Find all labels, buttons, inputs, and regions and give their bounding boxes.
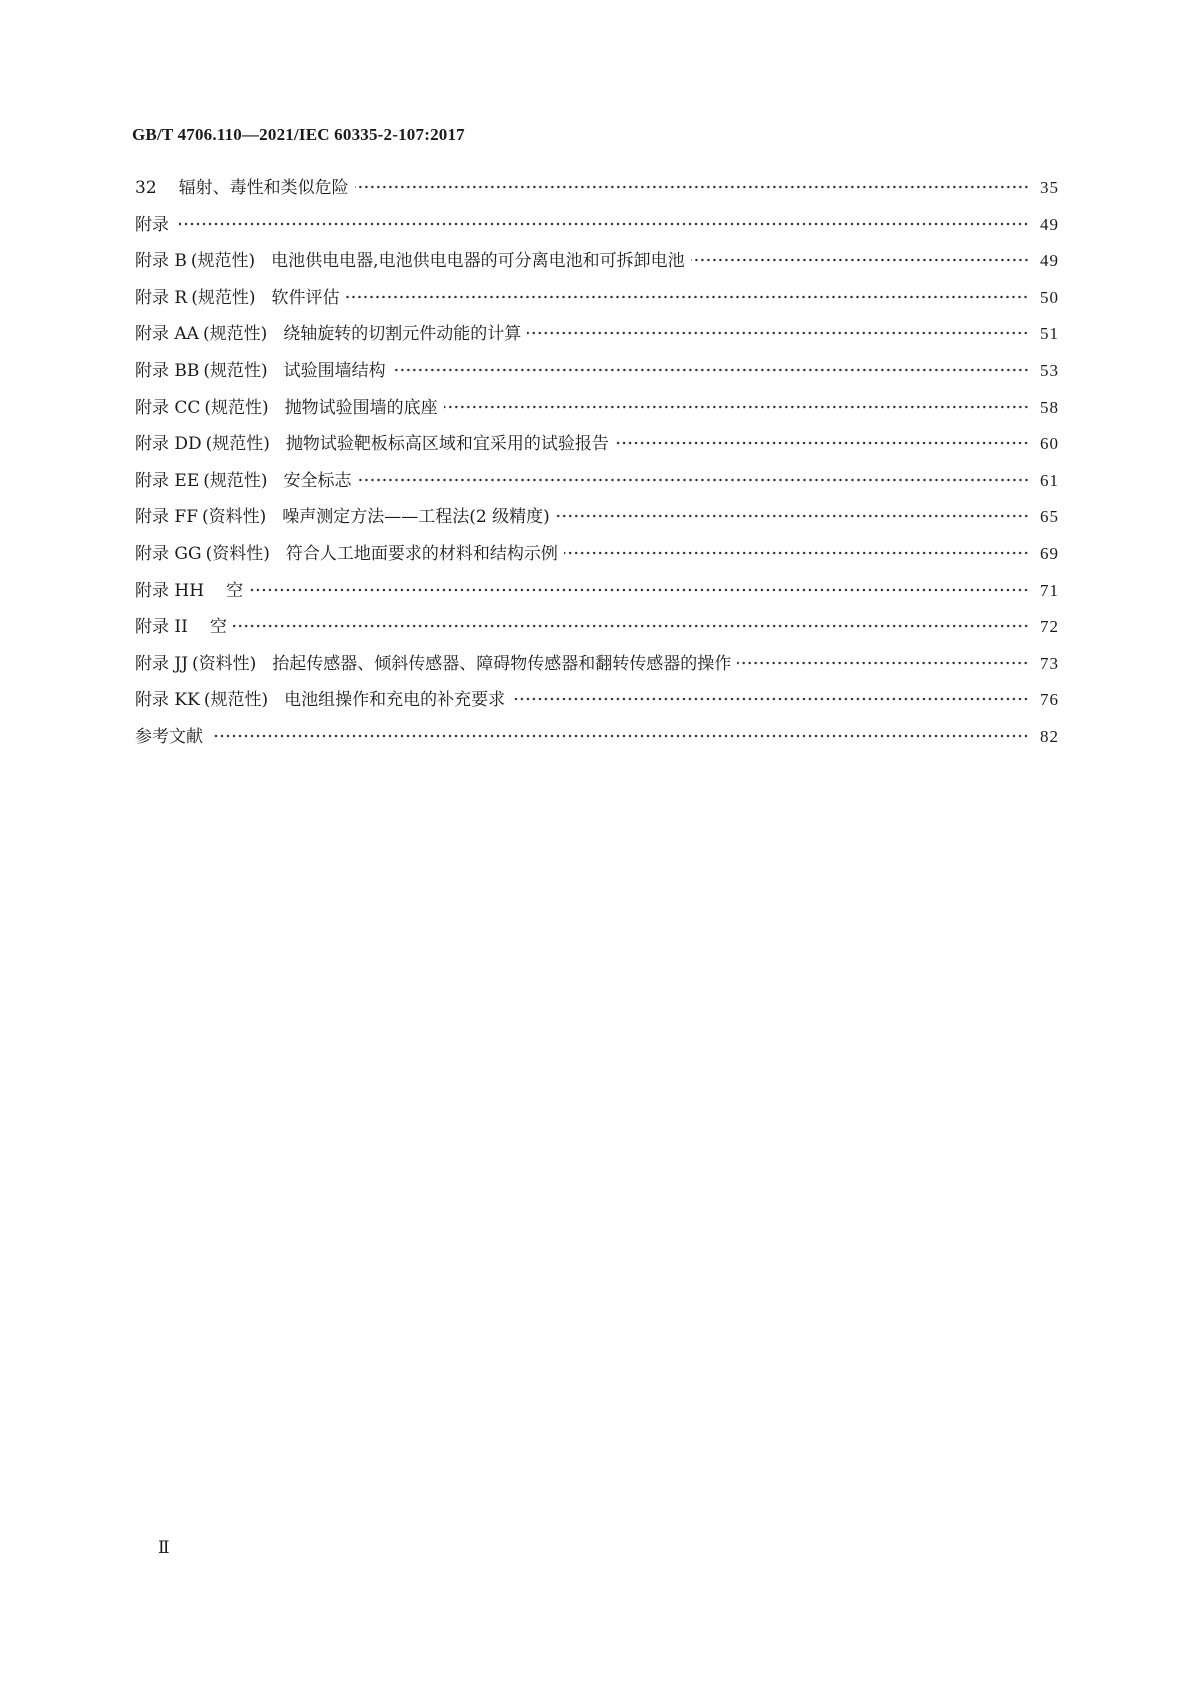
toc-entry-type: (规范性) [203, 690, 269, 711]
standard-code: GB/T 4706.110—2021/IEC 60335-2-107:2017 [132, 125, 465, 144]
toc-entry-prefix: 附录 CC [135, 397, 201, 418]
toc-entry-prefix: 附录 R [135, 287, 188, 308]
toc-entry-type: (规范性) [203, 470, 268, 491]
toc-entry[interactable] [135, 361, 1059, 398]
toc-leader-dots [556, 514, 1029, 518]
toc-entry-title: 电池组操作和充电的补充要求 [284, 690, 506, 711]
toc-entry[interactable] [135, 178, 1059, 215]
toc-entry-title: 空 [226, 580, 244, 601]
toc-entry-title: 抬起传感器、倾斜传感器、障碍物传感器和翻转传感器的操作 [272, 653, 732, 674]
toc-entry-prefix: 附录 B [135, 251, 187, 272]
toc-entry-prefix: 附录 AA [135, 324, 199, 345]
toc-entry-type: (规范性) [203, 360, 268, 381]
toc-entry[interactable] [135, 617, 1059, 654]
toc-entry-page-number: 82 [1040, 726, 1059, 746]
toc-entry-prefix: 附录 II [135, 617, 188, 638]
toc-entry[interactable] [135, 288, 1059, 325]
toc-entry-title: 抛物试验靶板标高区域和宜采用的试验报告 [285, 434, 609, 455]
toc-entry-type: (规范性) [190, 251, 256, 272]
toc-leader-dots [444, 405, 1029, 409]
toc-entry-page-number: 61 [1040, 470, 1059, 490]
toc-entry-prefix: 附录 JJ [135, 653, 189, 674]
toc-entry[interactable] [135, 398, 1059, 435]
toc-entry-page-number: 49 [1040, 214, 1059, 234]
toc-entry-page-number: 51 [1040, 324, 1059, 344]
toc-entry-page-number: 72 [1040, 617, 1059, 637]
toc-entry-title: 抛物试验围墙的底座 [284, 397, 438, 418]
toc-entry[interactable] [135, 471, 1059, 508]
toc-entry[interactable] [135, 507, 1059, 544]
toc-entry-page-number: 53 [1040, 360, 1059, 380]
table-of-contents [135, 178, 1059, 764]
toc-entry[interactable] [135, 215, 1059, 252]
toc-entry-type: (规范性) [204, 397, 269, 418]
toc-entry-page-number: 69 [1040, 543, 1059, 563]
toc-entry-title: 绕轴旋转的切割元件动能的计算 [283, 324, 522, 345]
toc-leader-dots [355, 185, 1029, 189]
toc-entry[interactable] [135, 434, 1059, 471]
toc-entry-prefix: 附录 HH [135, 580, 205, 601]
toc-entry-page-number: 73 [1040, 653, 1059, 673]
toc-leader-dots [691, 258, 1029, 262]
toc-entry-type: (规范性) [191, 287, 256, 308]
toc-entry-type: (资料性) [192, 653, 257, 674]
toc-entry-type: (规范性) [202, 324, 268, 345]
toc-entry[interactable] [135, 544, 1059, 581]
toc-entry-page-number: 58 [1040, 397, 1059, 417]
document-header [132, 125, 465, 145]
toc-entry-page-number: 60 [1040, 434, 1059, 454]
toc-entry-title: 空 [209, 617, 227, 638]
toc-leader-dots [358, 478, 1030, 482]
toc-leader-dots [737, 661, 1029, 665]
toc-entry-page-number: 71 [1040, 580, 1059, 600]
toc-entry-prefix: 附录 BB [135, 360, 200, 381]
toc-entry-prefix: 附录 KK [135, 690, 200, 711]
toc-entry-title: 电池供电电器,电池供电电器的可分离电池和可拆卸电池 [271, 251, 685, 272]
toc-entry-prefix: 附录 FF [135, 507, 198, 528]
toc-entry-prefix: 附录 GG [135, 543, 202, 564]
toc-entry-page-number: 76 [1040, 690, 1059, 710]
toc-entry-type: (规范性) [205, 434, 270, 455]
toc-entry-type: (资料性) [205, 543, 270, 564]
footer-page-number: Ⅱ [158, 1538, 170, 1557]
toc-entry-title: 噪声测定方法——工程法(2 级精度) [282, 507, 550, 528]
toc-entry-title: 软件评估 [271, 287, 340, 308]
toc-leader-dots [564, 551, 1029, 555]
toc-entry[interactable] [135, 581, 1059, 618]
toc-entry[interactable] [135, 690, 1059, 727]
toc-entry-title: 安全标志 [283, 470, 352, 491]
toc-leader-dots [233, 624, 1029, 628]
toc-leader-dots [179, 222, 1029, 226]
toc-entry-page-number: 65 [1040, 507, 1059, 527]
toc-leader-dots [615, 441, 1029, 445]
toc-entry-page-number: 35 [1040, 178, 1059, 197]
toc-entry[interactable] [135, 654, 1059, 691]
toc-entry-prefix: 附录 DD [135, 434, 202, 455]
toc-entry-page-number: 49 [1040, 251, 1059, 271]
toc-entry[interactable] [135, 727, 1059, 764]
toc-leader-dots [527, 331, 1029, 335]
toc-entry-title: 辐射、毒性和类似危险 [178, 178, 349, 198]
toc-leader-dots [249, 588, 1029, 592]
toc-entry[interactable] [135, 324, 1059, 361]
toc-entry-page-number: 50 [1040, 287, 1059, 307]
toc-entry-prefix: 附录 [135, 214, 169, 235]
toc-entry-type: (资料性) [202, 507, 267, 528]
toc-entry-title: 试验围墙结构 [283, 360, 386, 381]
toc-leader-dots [345, 295, 1029, 299]
toc-leader-dots [392, 368, 1029, 372]
toc-leader-dots [213, 734, 1029, 738]
toc-entry-prefix: 参考文献 [135, 726, 203, 747]
toc-entry-prefix: 附录 EE [135, 470, 200, 491]
toc-entry[interactable] [135, 251, 1059, 288]
toc-entry-number: 32 [135, 178, 157, 198]
toc-leader-dots [511, 697, 1029, 701]
toc-entry-title: 符合人工地面要求的材料和结构示例 [285, 543, 558, 564]
